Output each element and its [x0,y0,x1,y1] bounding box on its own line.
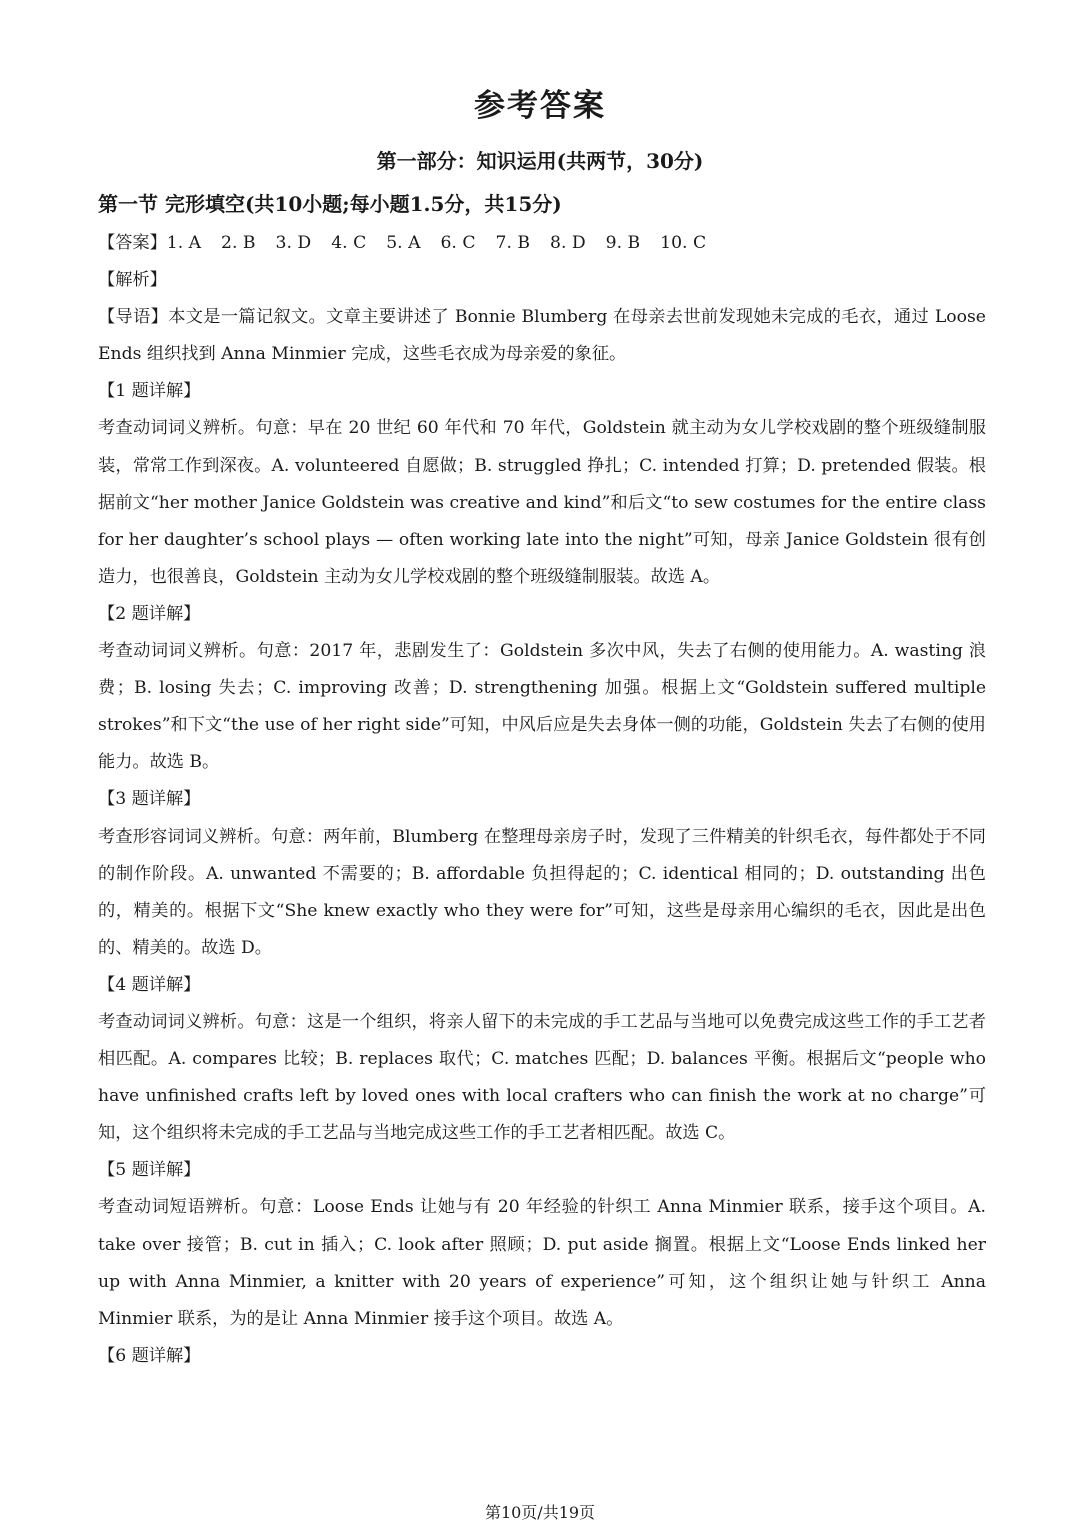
question-heading: 【3 题详解】 [98,789,201,810]
question-heading: 【4 题详解】 [98,974,201,995]
answer-item: 4. C [331,233,367,253]
answer-item: 2. B [221,233,256,253]
question-explanation: 考查动词词义辨析。句意：这是一个组织，将亲人留下的未完成的手工艺品与当地可以免费完成这些工作的手工艺者相匹配。A. compares 比较；B. replaces 取代；C. matches 匹配；D. balances 平衡。根据后文“people who have unfinished crafts left by loved ones with local crafters who can finish the work at no charge”可知，这个组织将未完成的手工艺品与当地完成这些工作的手工艺者相匹配。故选 C。 [98,1011,986,1144]
question-heading: 【1 题详解】 [98,381,201,402]
part-heading: 第一部分：知识运用(共两节，30分) [376,149,704,173]
analysis-label: 【解析】 [98,270,167,291]
answer-item: 8. D [550,233,586,253]
answer-line [98,225,986,262]
answer-item: 9. B [605,233,641,253]
intro-label: 【导语】 [98,307,169,328]
section-heading: 第一节 完形填空(共10小题;每小题1.5分，共15分) [98,192,562,216]
question-explanation: 考查动词短语辨析。句意：Loose Ends 让她与有 20 年经验的针织工 Anna Minmier 联系，接手这个项目。A. take over 接管；B. cut in 插入；C. look after 照顾；D. put aside 搁置。根据上文“Loose Ends linked her up with Anna Minmier, a knitter with 20 years of experience”可知，这个组织让她与针织工 Anna Minmier 联系，为的是让 Anna Minmier 接手这个项目。故选 A。 [98,1197,986,1329]
question-heading: 【6 题详解】 [98,1345,201,1366]
question-explanation: 考查形容词词义辨析。句意：两年前，Blumberg 在整理母亲房子时，发现了三件精美的针织毛衣，每件都处于不同的制作阶段。A. unwanted 不需要的；B. affordable 负担得起的；C. identical 相同的；D. outstanding 出色的，精美的。根据下文“She knew exactly who they were for”可知，这些是母亲用心编织的毛衣，因此是出色的、精美的。故选 D。 [98,826,986,958]
page-title: 参考答案 [474,88,606,124]
answer-label: 【答案】 [98,233,167,253]
answer-item: 6. C [440,233,476,253]
question-explanation: 考查动词词义辨析。句意：2017 年，悲剧发生了：Goldstein 多次中风，失去了右侧的使用能力。A. wasting 浪费；B. losing 失去；C. improving 改善；D. strengthening 加强。根据上文“Goldstein suffered multiple strokes”和下文“the use of her right side”可知，中风后应是失去身体一侧的功能，Goldstein 失去了右侧的使用能力。故选 B。 [98,641,986,773]
answer-item: 3. D [275,233,312,253]
question-explanation: 考查动词词义辨析。句意：早在 20 世纪 60 年代和 70 年代，Goldstein 就主动为女儿学校戏剧的整个班级缝制服装，常常工作到深夜。A. volunteered 自愿做；B. struggled 挣扎；C. intended 打算；D. pretended 假装。根据前文“her mother Janice Goldstein was creative and kind”和后文“to sew costumes for the entire class for her daughter’s school plays — often working late into the night”可知，母亲 Janice Goldstein 很有创造力，也很善良，Goldstein 主动为女儿学校戏剧的整个班级缝制服装。故选 A。 [98,418,986,587]
answer-item: 7. B [495,233,531,253]
question-heading: 【2 题详解】 [98,603,201,624]
document-body [98,225,986,1375]
question-heading: 【5 题详解】 [98,1160,201,1181]
answer-item: 10. C [660,233,707,253]
answer-item: 5. A [386,233,421,253]
intro-text: 本文是一篇记叙文。文章主要讲述了 Bonnie Blumberg 在母亲去世前发现她未完成的毛衣，通过 Loose Ends 组织找到 Anna Minmier 完成，这些毛衣成为母亲爱的象征。 [98,307,986,365]
page-number: 第10页/共19页 [484,1503,596,1522]
intro-paragraph [98,299,986,373]
answer-item: 1. A [166,233,202,253]
